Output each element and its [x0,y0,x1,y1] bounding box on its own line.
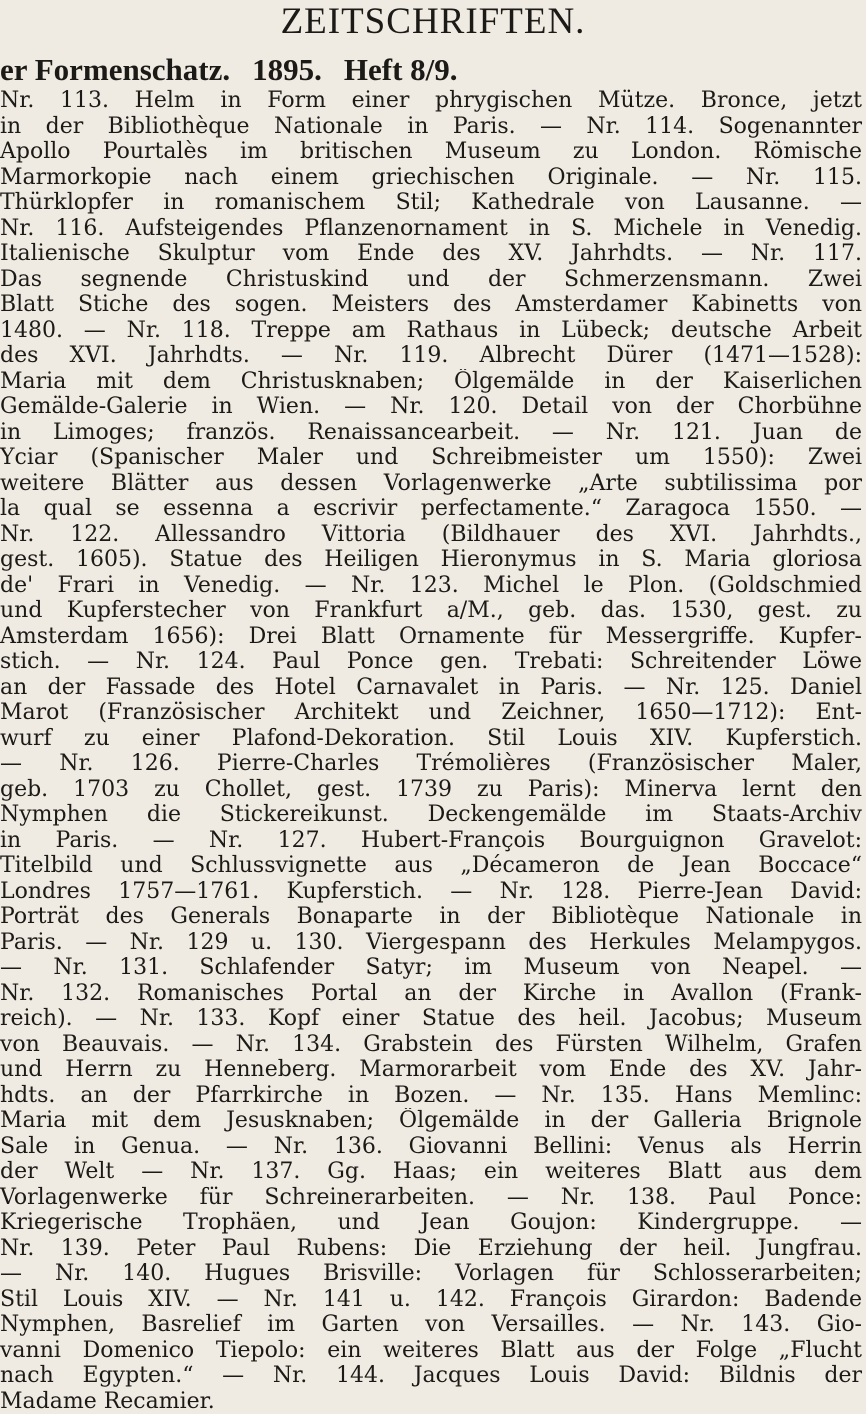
text-line: Nr. 139. Peter Paul Rubens: Die Erziehung der heil. Jungfrau. [0,1236,866,1262]
text-line: Apollo Pourtalès im britischen Museum zu London. Römische [0,139,866,165]
text-line: an der Fassade des Hotel Carnavalet in Paris. — Nr. 125. Daniel [0,675,866,701]
text-line: la qual se essenna a escrivir perfectamente.“ Zaragoca 1550. — [0,496,866,522]
text-line: 1480. — Nr. 118. Treppe am Rathaus in Lübeck; deutsche Arbeit [0,318,866,344]
text-line: Nymphen die Stickereikunst. Deckengemälde im Staats-Archiv [0,802,866,828]
text-line: weitere Blätter aus dessen Vorlagenwerke „Arte subtilissima por [0,471,866,497]
text-line: Paris. — Nr. 129 u. 130. Viergespann des Herkules Melampygos. [0,930,866,956]
journal-issue: Heft 8/9. [344,52,458,87]
running-head: ZEITSCHRIFTEN. [0,2,866,42]
text-line: Thürklopfer in romanischem Stil; Kathedrale von Lausanne. — [0,190,866,216]
text-line: — Nr. 131. Schlafender Satyr; im Museum von Neapel. — [0,955,866,981]
text-line: stich. — Nr. 124. Paul Ponce gen. Trebati: Schreitender Löwe [0,649,866,675]
text-line: Amsterdam 1656): Drei Blatt Ornamente für Messergriffe. Kupfer- [0,624,866,650]
text-line: hdts. an der Pfarrkirche in Bozen. — Nr. 135. Hans Memlinc: [0,1083,866,1109]
text-line: gest. 1605). Statue des Heiligen Hieronymus in S. Maria gloriosa [0,547,866,573]
text-line: und Kupferstecher von Frankfurt a/M., geb. das. 1530, gest. zu [0,598,866,624]
text-line: Nymphen, Basrelief im Garten von Versailles. — Nr. 143. Gio- [0,1312,866,1338]
text-line: der Welt — Nr. 137. Gg. Haas; ein weiteres Blatt aus dem [0,1159,866,1185]
text-line: Nr. 122. Allessandro Vittoria (Bildhauer des XVI. Jahrhdts., [0,522,866,548]
text-line: Maria mit dem Jesusknaben; Ölgemälde in der Galleria Brignole [0,1108,866,1134]
text-line: von Beauvais. — Nr. 134. Grabstein des Fürsten Wilhelm, Grafen [0,1032,866,1058]
text-line: Stil Louis XIV. — Nr. 141 u. 142. François Girardon: Badende [0,1287,866,1313]
text-line: Sale in Genua. — Nr. 136. Giovanni Bellini: Venus als Herrin [0,1134,866,1160]
text-line: Maria mit dem Christusknaben; Ölgemälde in der Kaiserlichen [0,369,866,395]
text-line: Marmorkopie nach einem griechischen Originale. — Nr. 115. [0,165,866,191]
text-line: Titelbild und Schlussvignette aus „Décameron de Jean Boccace“ [0,853,866,879]
text-line: Madame Recamier. [0,1389,866,1414]
text-line: in Paris. — Nr. 127. Hubert-François Bourguignon Gravelot: [0,828,866,854]
text-line: geb. 1703 zu Chollet, gest. 1739 zu Paris): Minerva lernt den [0,777,866,803]
journal-name: er Formenschatz. [0,52,230,87]
text-line: — Nr. 140. Hugues Brisville: Vorlagen für Schlosserarbeiten; [0,1261,866,1287]
text-line: nach Egypten.“ — Nr. 144. Jacques Louis David: Bildnis der [0,1363,866,1389]
journal-heading [0,52,866,88]
text-line: Gemälde-Galerie in Wien. — Nr. 120. Detail von der Chorbühne [0,394,866,420]
entry-body [0,88,866,1414]
text-line: reich). — Nr. 133. Kopf einer Statue des heil. Jacobus; Museum [0,1006,866,1032]
text-line: Nr. 132. Romanisches Portal an der Kirche in Avallon (Frank- [0,981,866,1007]
text-line: — Nr. 126. Pierre-Charles Trémolières (Französischer Maler, [0,751,866,777]
text-line: des XVI. Jahrhdts. — Nr. 119. Albrecht Dürer (1471—1528): [0,343,866,369]
journal-year: 1895. [252,52,322,87]
text-line: de' Frari in Venedig. — Nr. 123. Michel le Plon. (Goldschmied [0,573,866,599]
text-line: vanni Domenico Tiepolo: ein weiteres Blatt aus der Folge „Flucht [0,1338,866,1364]
text-line: Blatt Stiche des sogen. Meisters des Amsterdamer Kabinetts von [0,292,866,318]
text-line: in Limoges; französ. Renaissancearbeit. — Nr. 121. Juan de [0,420,866,446]
text-line: Marot (Französischer Architekt und Zeichner, 1650—1712): Ent- [0,700,866,726]
text-line: Kriegerische Trophäen, und Jean Goujon: Kindergruppe. — [0,1210,866,1236]
text-line: Londres 1757—1761. Kupferstich. — Nr. 128. Pierre-Jean David: [0,879,866,905]
text-line: Yciar (Spanischer Maler und Schreibmeister um 1550): Zwei [0,445,866,471]
text-line: Italienische Skulptur vom Ende des XV. Jahrhdts. — Nr. 117. [0,241,866,267]
text-line: in der Bibliothèque Nationale in Paris. — Nr. 114. Sogenannter [0,114,866,140]
text-line: wurf zu einer Plafond-Dekoration. Stil Louis XIV. Kupferstich. [0,726,866,752]
text-line: Nr. 116. Aufsteigendes Pflanzenornament in S. Michele in Venedig. [0,216,866,242]
text-line: Das segnende Christuskind und der Schmerzensmann. Zwei [0,267,866,293]
text-line: Nr. 113. Helm in Form einer phrygischen Mütze. Bronce, jetzt [0,88,866,114]
text-line: und Herrn zu Henneberg. Marmorarbeit vom Ende des XV. Jahr- [0,1057,866,1083]
text-line: Vorlagenwerke für Schreinerarbeiten. — Nr. 138. Paul Ponce: [0,1185,866,1211]
text-line: Porträt des Generals Bonaparte in der Bibliotèque Nationale in [0,904,866,930]
